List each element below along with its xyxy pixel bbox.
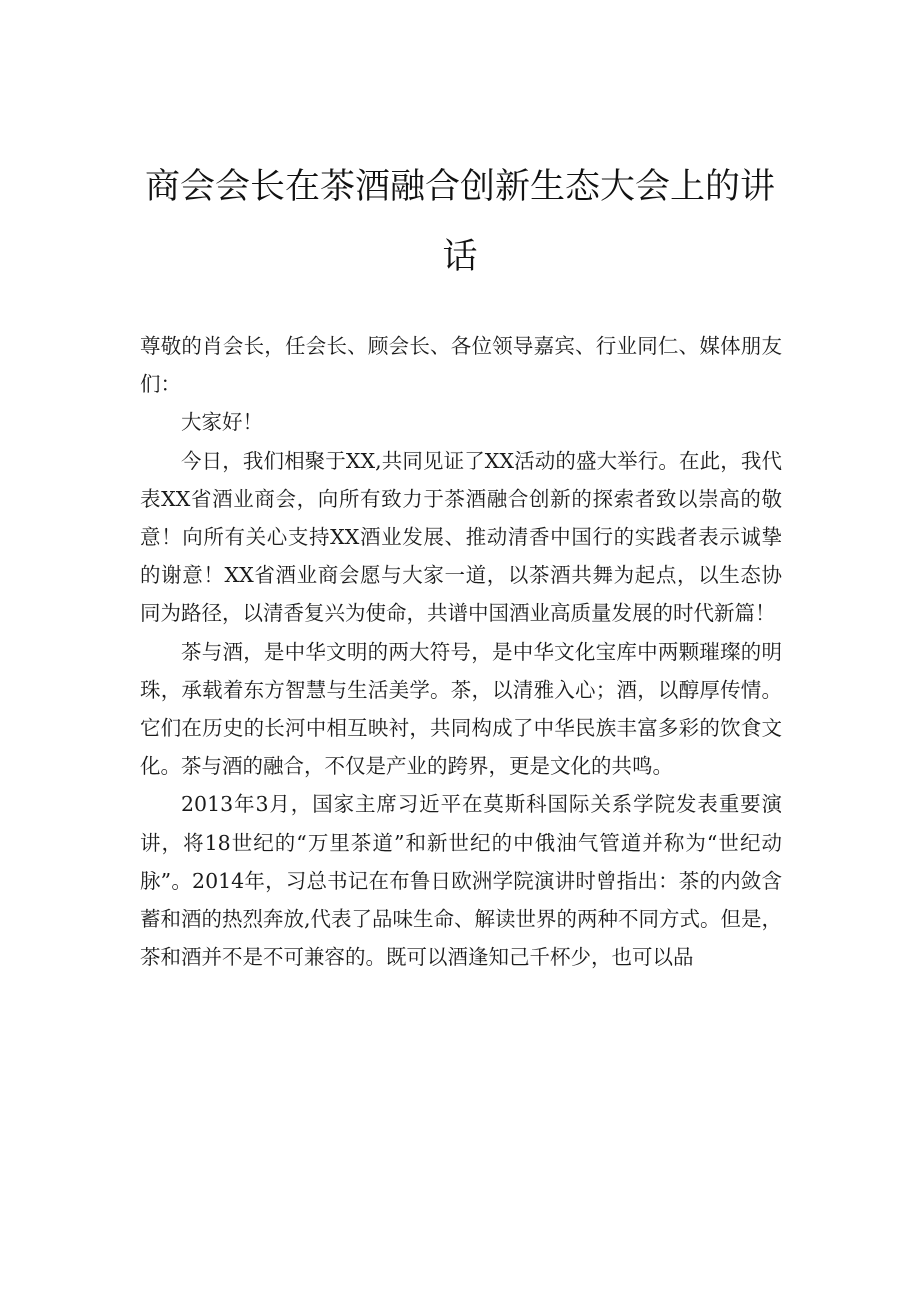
paragraph: 2013年3月，国家主席习近平在莫斯科国际关系学院发表重要演讲，将18世纪的“万里茶道”和新世纪的中俄油气管道并称为“世纪动脉”。2014年，习总书记在布鲁日欧洲学院演讲时曾指出：茶的内敛含蓄和酒的热烈奔放,代表了品味生命、解读世界的两种不同方式。但是，茶和酒并不是不可兼容的。既可以酒逢知己千杯少，也可以品 <box>140 792 783 970</box>
document-title: 商会会长在茶酒融合创新生态大会上的讲话 <box>144 167 775 277</box>
paragraph: 今日，我们相聚于XX,共同见证了XX活动的盛大举行。在此，我代表XX省酒业商会，向所有致力于茶酒融合创新的探索者致以崇高的敬意！向所有关心支持XX酒业发展、推动清香中国行的实践者表示诚挚的谢意！XX省酒业商会愿与大家一道，以茶酒共舞为起点，以生态协同为路径，以清香复兴为使命，共谱中国酒业高质量发展的时代新篇！ <box>140 448 782 626</box>
greeting: 大家好！ <box>181 410 263 435</box>
salutation: 尊敬的肖会长，任会长、顾会长、各位领导嘉宾、行业同仁、媒体朋友们： <box>140 334 782 397</box>
paragraph: 茶与酒，是中华文明的两大符号，是中华文化宝库中两颗璀璨的明珠，承载着东方智慧与生活美学。茶，以清雅入心；酒，以醇厚传情。它们在历史的长河中相互映衬，共同构成了中华民族丰富多彩的饮食文化。茶与酒的融合，不仅是产业的跨界，更是文化的共鸣。 <box>140 639 782 779</box>
document-body <box>140 327 782 976</box>
